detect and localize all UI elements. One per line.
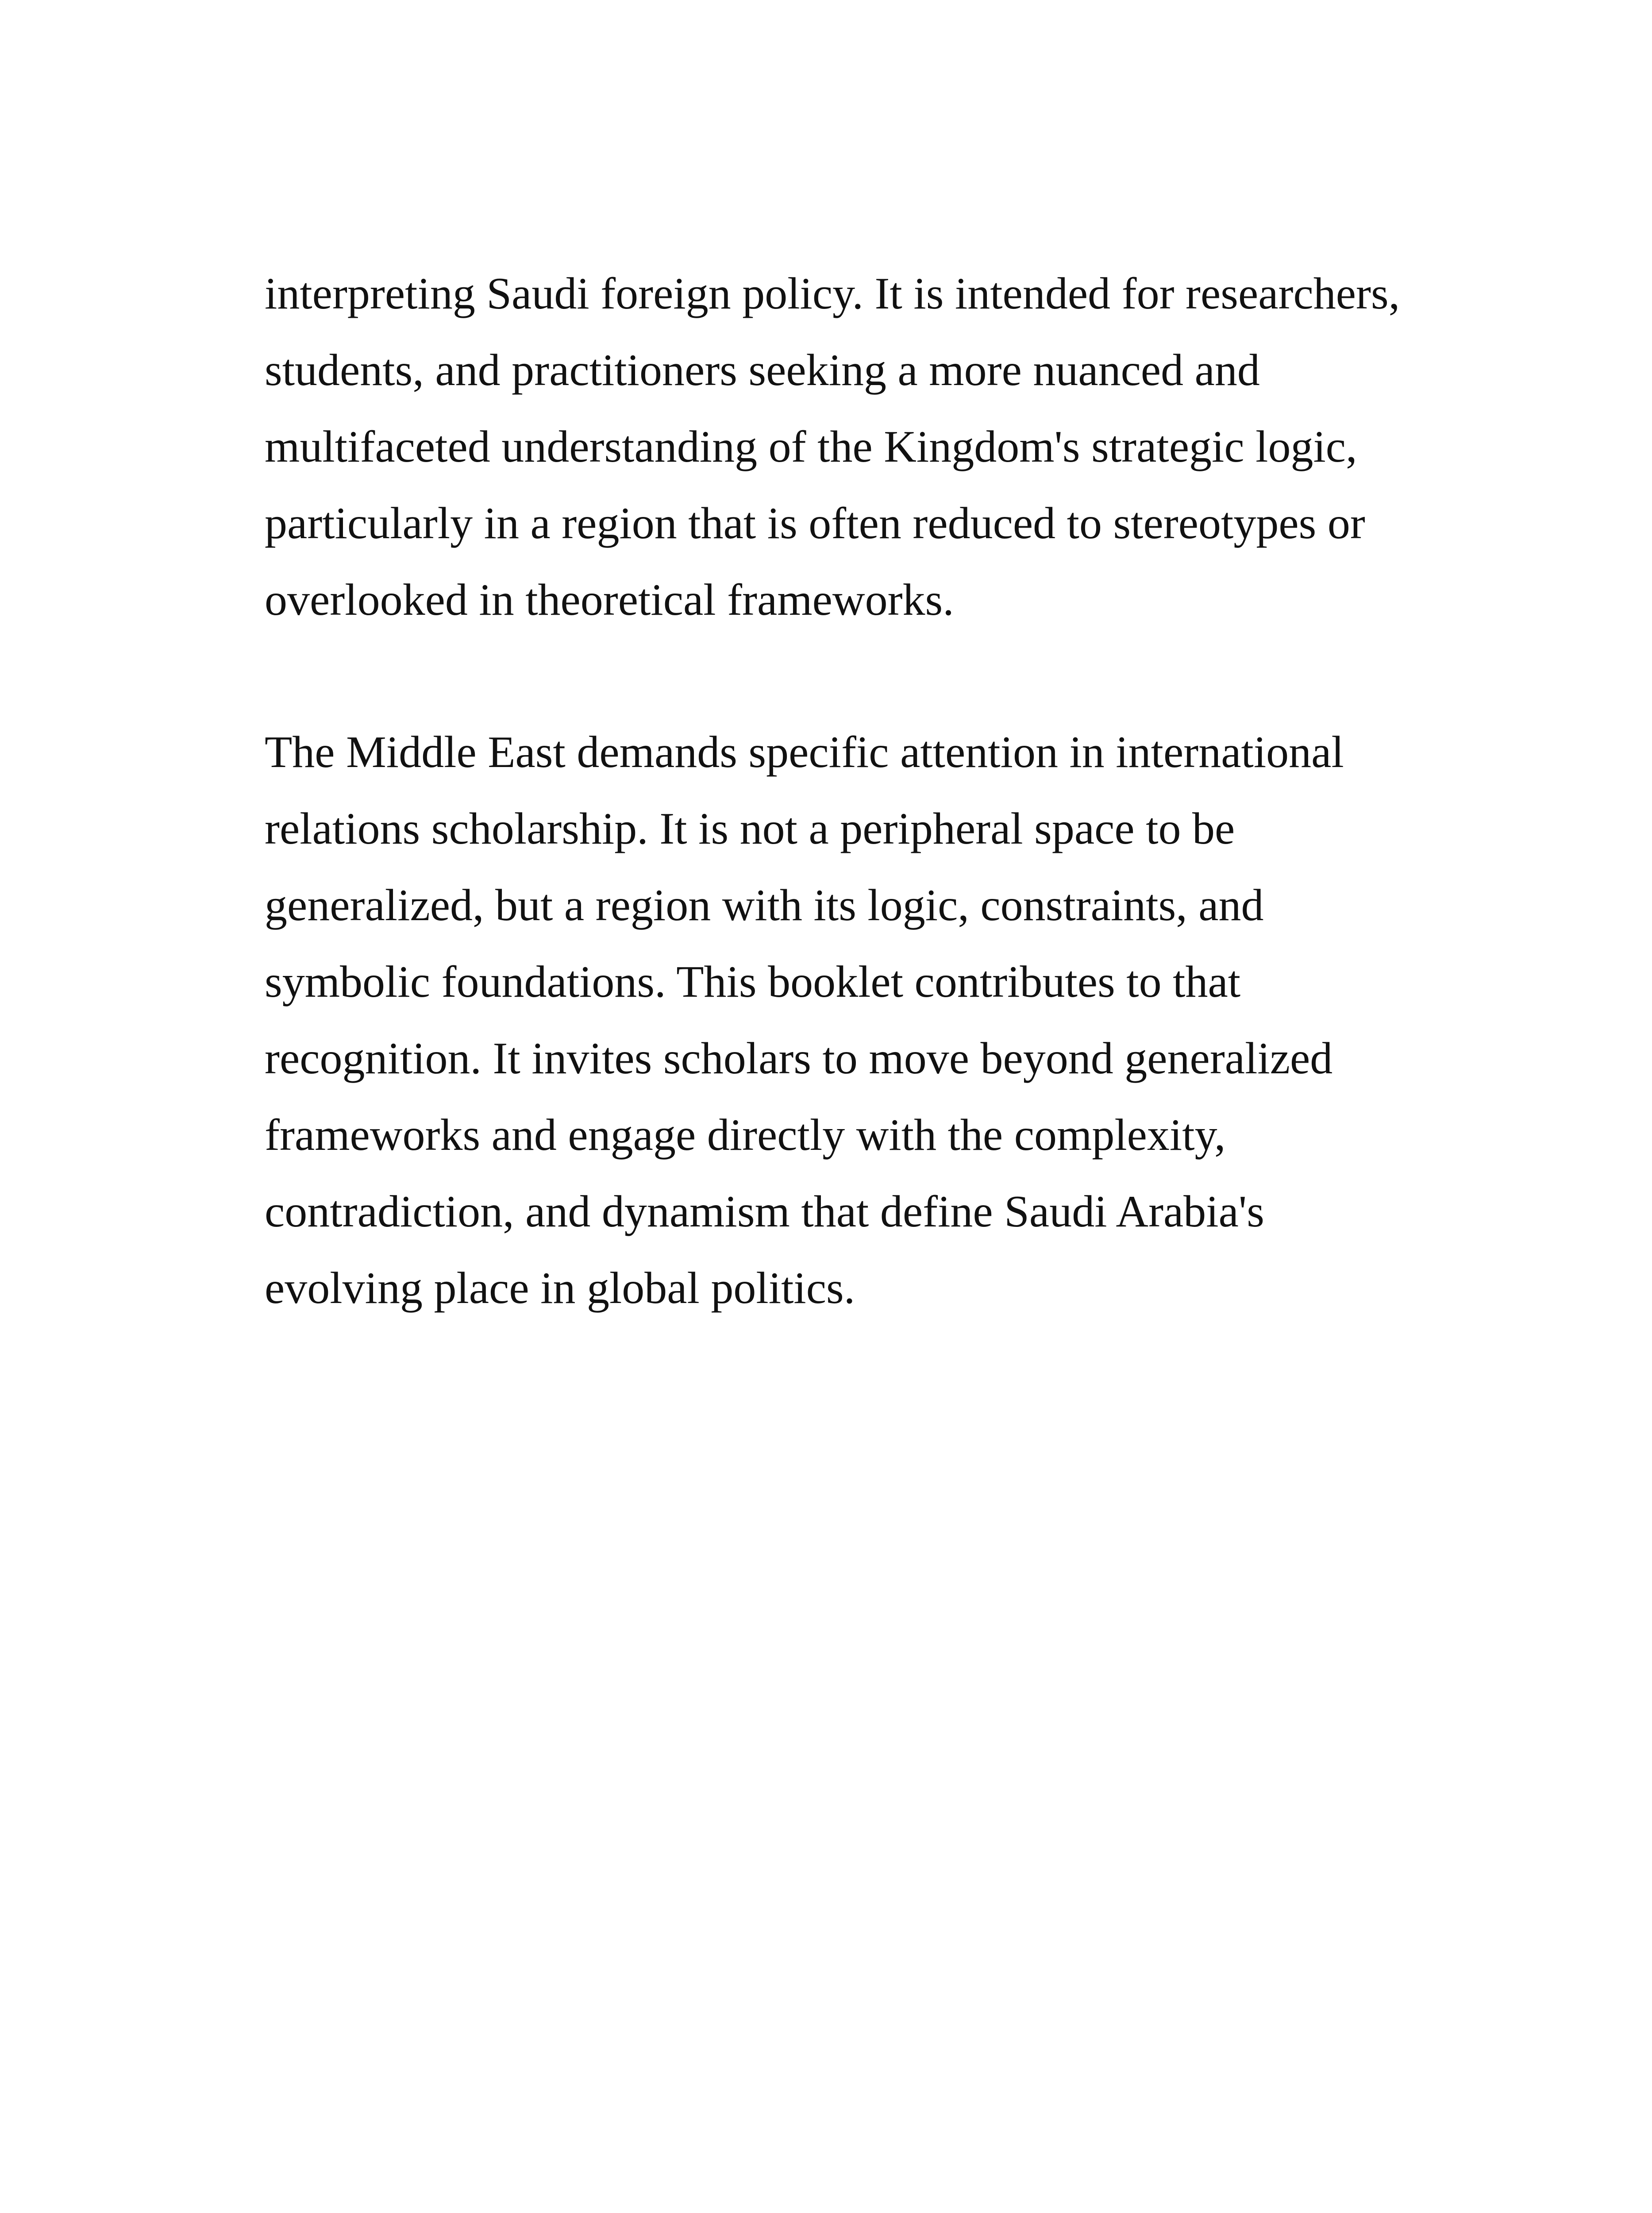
paragraph-1-line-3: multifaceted understanding of the Kingdom's strategic logic,: [265, 422, 1357, 472]
paragraph-1-line-5: overlooked in theoretical frameworks.: [265, 575, 954, 625]
paragraph-2-line-6: frameworks and engage directly with the complexity,: [265, 1110, 1226, 1160]
paragraph-2: [265, 714, 1459, 1326]
paragraph-1-line-1: interpreting Saudi foreign policy. It is intended for researchers,: [265, 269, 1400, 319]
paragraph-1: [265, 255, 1459, 638]
paragraph-2-line-2: relations scholarship. It is not a peripheral space to be: [265, 804, 1235, 854]
paragraph-1-line-2: students, and practitioners seeking a more nuanced and: [265, 345, 1260, 395]
paragraph-2-line-5: recognition. It invites scholars to move beyond generalized: [265, 1033, 1333, 1083]
paragraph-2-line-4: symbolic foundations. This booklet contributes to that: [265, 957, 1241, 1007]
paragraph-2-line-1: The Middle East demands specific attention in international: [265, 727, 1344, 777]
paragraph-2-line-7: contradiction, and dynamism that define Saudi Arabia's: [265, 1187, 1264, 1237]
paragraph-2-line-8: evolving place in global politics.: [265, 1263, 855, 1313]
paragraph-2-line-3: generalized, but a region with its logic, constraints, and: [265, 880, 1264, 930]
paragraph-1-line-4: particularly in a region that is often reduced to stereotypes or: [265, 498, 1365, 548]
